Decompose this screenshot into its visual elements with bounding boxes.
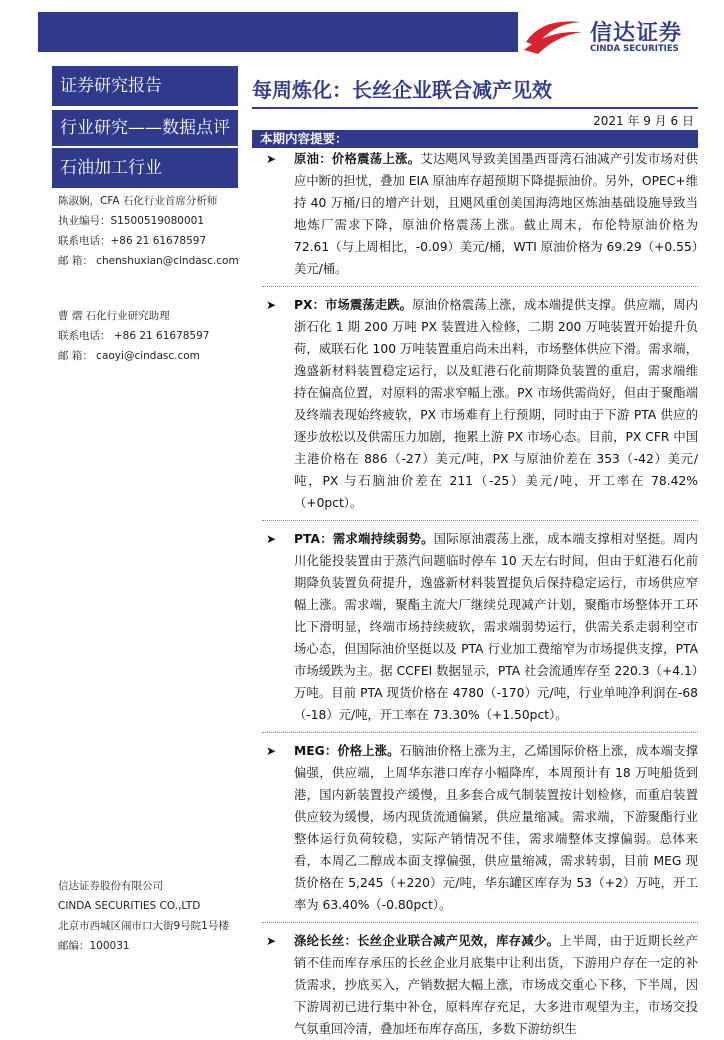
summary-item-meg <box>262 740 698 916</box>
header-banner <box>38 12 518 52</box>
summary-lead: PX：市场震荡走跌。 <box>294 298 413 312</box>
report-type-label: 证券研究报告 <box>52 66 238 106</box>
company-info <box>58 876 229 956</box>
summary-text: 艾达飓风导致美国墨西哥湾石油减产引发市场对供应中断的担忧，叠加 EIA 原油库存超预期下降提振油价。另外，OPEC+维持 40 万桶/日的增产计划，且飓风重创美国海湾地区炼油基础设施导致当地炼厂需求下降，原油价格震荡上涨。截止周末，布伦特原油价格为 72.61（与上周相比，-0.09）美元/桶，WTI 原油价格为 69.29（+0.55）美元/桶。 <box>294 152 698 276</box>
divider <box>262 922 698 924</box>
summary-list <box>262 148 698 1040</box>
analyst-email: 邮 箱： caoyi@cindasc.com <box>58 350 200 362</box>
arrow-bullet-icon: ➤ <box>266 532 277 546</box>
report-date: 2021 年 9 月 6 日 <box>593 114 694 128</box>
industry-label: 石油加工行业 <box>52 148 238 188</box>
arrow-bullet-icon: ➤ <box>266 298 277 312</box>
summary-lead: 原油：价格震荡上涨。 <box>294 152 421 166</box>
arrow-bullet-icon: ➤ <box>266 934 277 948</box>
divider <box>262 520 698 522</box>
company-name-en: CINDA SECURITIES CO.,LTD <box>58 900 201 912</box>
analyst-block-1 <box>58 191 239 271</box>
analyst-phone: 联系电话： +86 21 61678597 <box>58 330 210 342</box>
company-name: 信达证券股份有限公司 <box>58 880 163 892</box>
section-header: 本期内容提要： <box>252 130 698 148</box>
logo-text-en: CINDA SECURITIES <box>590 44 679 54</box>
summary-text: 上半周，由于近期长丝产销不佳而库存承压的长丝企业月底集中让利出货，下游用户存在一定的补货需求，抄底买入，产销数据大幅上涨，市场成交重心下移，下半周，因下游周初已进行集中补仓，原料库存充足，大多进市观望为主，市场交投气氛重回冷清，叠加坯布库存高压，多数下游纺织生 <box>294 934 698 1036</box>
divider <box>262 286 698 288</box>
analyst-name: 曹 熠 石化行业研究助理 <box>58 310 170 322</box>
summary-lead: 涤纶长丝：长丝企业联合减产见效，库存减少。 <box>294 934 560 948</box>
summary-text: 原油价格震荡上涨，成本端提供支撑。供应端，周内浙石化 1 期 200 万吨 PX 装置进入检修，二期 200 万吨装置开始提升负荷，威联石化 100 万吨装置重启尚未出料，市场整体供应下滑。需求端，逸盛新材料装置稳定运行，以及虹港石化前期降负装置的重启，需求端维持在偏高位置，对原料的需求窄幅上涨。PX 市场供需尚好，但由于聚酯端及终端表现始终疲软，PX 市场难有上行预期，同时由于下游 PTA 供应的逐步放松以及供需压力加剧，拖累上游 PX 市场心态。目前，PX CFR 中国主港价格在 886（-27）美元/吨，PX 与原油价差在 353（-42）美元/吨，PX 与石脑油价差在 211（-25）美元/吨，开工率在 78.42%（+0pct）。 <box>294 298 698 510</box>
summary-item-crude <box>262 148 698 280</box>
analyst-block-2 <box>58 306 209 366</box>
company-address: 北京市西城区闹市口大街9号院1号楼 <box>58 920 229 932</box>
sidebar <box>38 64 238 1009</box>
category-label: 行业研究——数据点评 <box>52 110 238 146</box>
arrow-bullet-icon: ➤ <box>266 744 277 758</box>
summary-text: 石脑油价格上涨为主，乙烯国际价格上涨，成本端支撑偏强，供应端，上周华东港口库存小幅降库，本周预计有 18 万吨船货到港，国内新装置投产缓慢，且多套合成气制装置按计划检修，而重启装置供应较为缓慢，场内现货流通偏紧，供应量缩减。需求端，下游聚酯行业整体运行负荷较稳，实际产销情况不佳，需求端整体支撑偏弱。总体来看，本周乙二醇成本面支撑偏强，供应量缩减，需求转弱，目前 MEG 现货价格在 5,245（+220）元/吨，华东罐区库存为 53（+2）万吨，开工率为 63.40%（-0.80pct）。 <box>294 744 698 912</box>
analyst-phone: 联系电话：+86 21 61678597 <box>58 235 207 247</box>
report-title: 每周炼化：长丝企业联合减产见效 <box>252 78 552 102</box>
company-zip: 邮编：100031 <box>58 940 130 952</box>
summary-text: 国际原油震荡上涨，成本端支撑相对坚挺。周内川化能投装置由于蒸汽问题临时停车 10 天左右时间，但由于虹港石化前期降负装置负荷提升，逸盛新材料装置提负后保持稳定运行，市场供应窄幅上涨。需求端，聚酯主流大厂继续兑现减产计划，聚酯市场整体开工环比下滑明显，终端市场持续疲软，需求端弱势运行，供需关系走弱利空市场心态，但国际油价坚挺以及 PTA 行业加工费缩窄为市场提供支撑，PTA 市场缓跌为主。据 CCFEI 数据显示，PTA 社会流通库存至 220.3（+4.1）万吨。目前 PTA 现货价格在 4780（-170）元/吨，行业单吨净利润在-68（-18）元/吨，开工率在 73.30%（+1.50pct）。 <box>294 532 698 722</box>
cinda-logo <box>522 12 702 56</box>
analyst-name: 陈淑娴，CFA 石化行业首席分析师 <box>58 195 218 207</box>
summary-item-pta <box>262 528 698 726</box>
summary-lead: MEG：价格上涨。 <box>294 744 400 758</box>
logo-text-cn: 信达证券 <box>590 21 683 46</box>
divider <box>262 732 698 734</box>
arrow-bullet-icon: ➤ <box>266 152 277 166</box>
analyst-email: 邮 箱： chenshuxian@cindasc.com <box>58 255 239 267</box>
analyst-cert: 执业编号：S1500519080001 <box>58 215 205 227</box>
summary-item-px <box>262 294 698 514</box>
summary-lead: PTA：需求端持续弱势。 <box>294 532 434 546</box>
title-divider <box>252 107 698 109</box>
cinda-logo-icon <box>522 12 584 56</box>
